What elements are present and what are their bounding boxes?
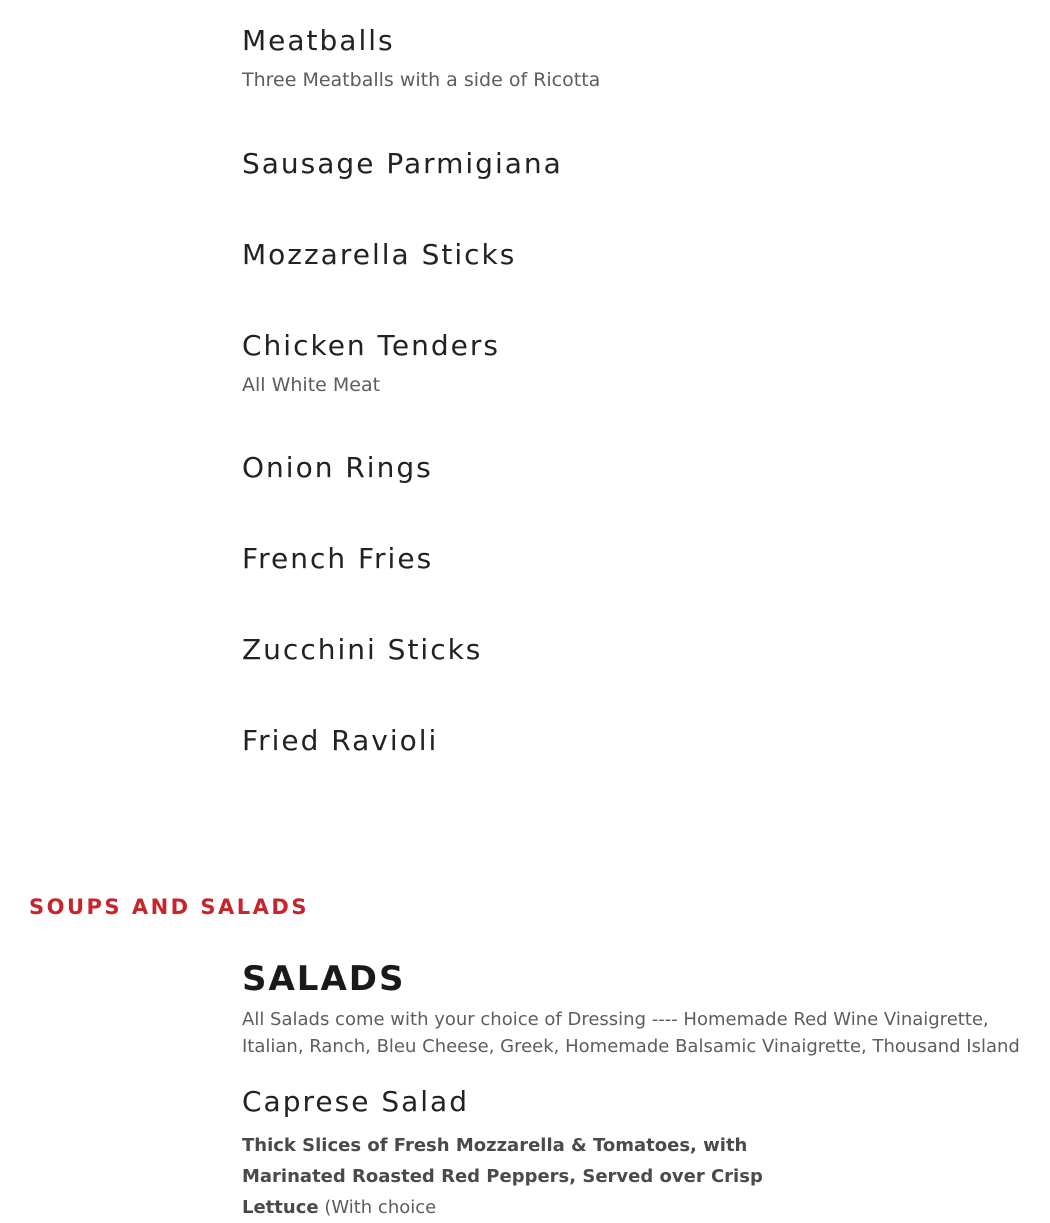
menu-item-title: Meatballs <box>242 24 395 57</box>
menu-item-description-rest: (With choice <box>318 1197 437 1218</box>
menu-item-caprese-salad <box>242 1085 469 1119</box>
menu-item-title: Sausage Parmigiana <box>242 147 563 180</box>
category-heading-salads: SALADS <box>242 959 406 999</box>
menu-item-title: French Fries <box>242 542 434 575</box>
menu-item-chicken-tenders <box>242 329 500 397</box>
section-label-soups-and-salads: SOUPS AND SALADS <box>29 895 309 919</box>
menu-item-title: Zucchini Sticks <box>242 633 483 666</box>
menu-item-title: Caprese Salad <box>242 1085 469 1118</box>
menu-item-title: Chicken Tenders <box>242 329 500 362</box>
menu-item-description-bold: Thick Slices of Fresh Mozzarella & Tomatoes, with Marinated Roasted Red Peppers, Served over Crisp Lettuce <box>242 1135 763 1218</box>
menu-item-fried-ravioli <box>242 724 438 758</box>
menu-item-sausage-parmigiana <box>242 147 563 181</box>
menu-item-title: Fried Ravioli <box>242 724 439 757</box>
menu-item-title: Mozzarella Sticks <box>242 238 517 271</box>
menu-item-zucchini-sticks <box>242 633 482 667</box>
menu-item-description: All White Meat <box>242 374 381 396</box>
menu-item-onion-rings <box>242 451 433 485</box>
menu-item-title: Onion Rings <box>242 451 433 484</box>
menu-item-french-fries <box>242 542 433 576</box>
category-note-dressings: All Salads come with your choice of Dressing ---- Homemade Red Wine Vinaigrette, Italian, Ranch, Bleu Cheese, Greek, Homemade Balsamic Vinaigrette, Thousand Island <box>242 1009 1020 1057</box>
menu-item-description: Three Meatballs with a side of Ricotta <box>242 69 601 91</box>
menu-item-description <box>242 1130 842 1223</box>
menu-item-meatballs <box>242 24 600 92</box>
menu-item-mozzarella-sticks <box>242 238 516 272</box>
